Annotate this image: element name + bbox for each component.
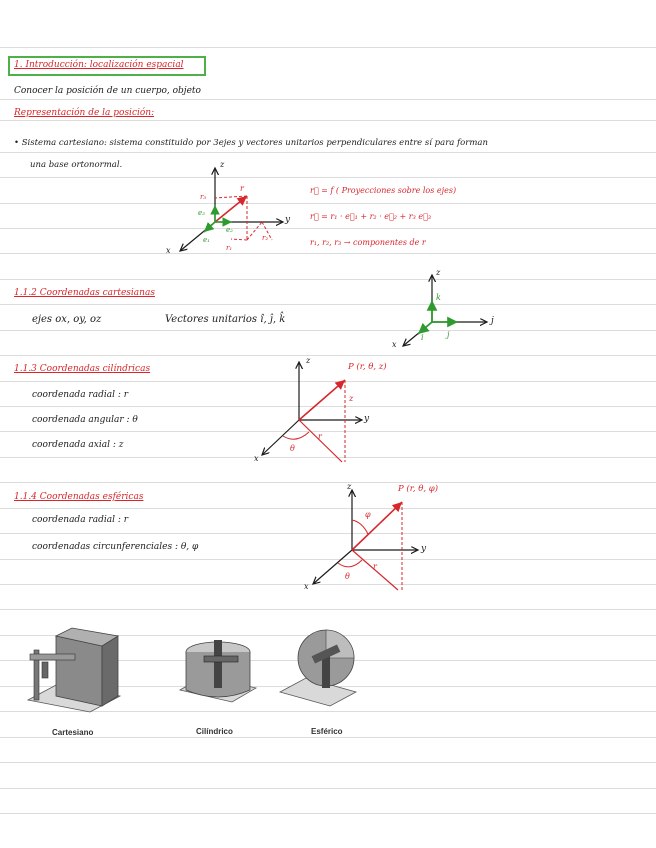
z-axis-label: z <box>220 160 225 169</box>
r3-label: r₃ <box>200 193 207 201</box>
components-note: r₁, r₂, r₃ → componentes de r <box>310 238 426 247</box>
cartesian-system-text: • Sistema cartesiano: sistema constituido por 3ejes y vectores unitarios perpendiculares entre sí para forman <box>14 138 488 148</box>
j-axis-label: j <box>491 316 494 326</box>
cartesian-system-text-cont: una base ortonormal. <box>30 160 123 170</box>
e2-label: e₂ <box>226 226 233 234</box>
i-unit-label: i <box>421 333 424 342</box>
spherical-caption: Esférico <box>311 727 343 736</box>
sph-radial: coordenada radial : r <box>32 515 129 525</box>
spherical-robot-illustration <box>280 630 356 706</box>
intro-line: Conocer la posición de un cuerpo, objeto <box>14 86 201 96</box>
sph-theta-label: θ <box>345 572 350 581</box>
x-axis-label-2: x <box>392 340 397 349</box>
y-axis-label-3: y <box>364 414 370 424</box>
r-vector-label: r <box>240 184 244 193</box>
equation-projections: r⃗ = f ( Proyecciones sobre los ejes) <box>310 186 457 195</box>
cyl-axial: coordenada axial : z <box>32 440 124 450</box>
equation-components: r⃗ = r₁ · e⃗₁ + r₂ · e⃗₂ + r₃ e⃗₃ <box>310 212 432 221</box>
cartesian-robot-illustration <box>28 628 120 712</box>
z-axis-label-2: z <box>436 268 441 277</box>
cylindrical-robot-illustration <box>180 640 256 702</box>
cylindrical-heading: 1.1.3 Coordenadas cilíndricas <box>14 364 151 374</box>
y-axis-label-4: y <box>421 544 427 554</box>
cyl-z-label: z <box>349 394 354 403</box>
x-axis-label: x <box>166 246 171 255</box>
cyl-theta-label: θ <box>290 444 295 453</box>
r2-label: r₂ <box>262 234 269 242</box>
unit-vectors-text: Vectores unitarios î, ĵ, k̂ <box>165 314 286 325</box>
y-axis-label: y <box>285 215 291 225</box>
cartesian-caption: Cartesiano <box>52 728 94 737</box>
sph-r-label: r <box>373 562 377 571</box>
x-axis-label-3: x <box>254 454 259 463</box>
e1-label: e₁ <box>203 236 210 244</box>
x-axis-label-4: x <box>304 582 309 591</box>
sph-phi-label: φ <box>365 510 371 519</box>
e3-label: e₃ <box>198 209 205 217</box>
cyl-r-label: r <box>318 432 322 441</box>
j-unit-label: j <box>447 330 450 339</box>
cylindrical-caption: Cilíndrico <box>196 727 233 736</box>
cartesian-axes-text: ejes ox, oy, oz <box>32 314 102 325</box>
cartesian-heading: 1.1.2 Coordenadas cartesianas <box>14 288 155 298</box>
z-axis-label-4: z <box>347 482 352 491</box>
cyl-angular: coordenada angular : θ <box>32 415 138 425</box>
spherical-heading: 1.1.4 Coordenadas esféricas <box>14 492 144 502</box>
representation-heading: Representación de la posición: <box>14 108 155 118</box>
cyl-point-label: P (r, θ, z) <box>348 362 387 372</box>
sph-circumferential: coordenadas circunferenciales : θ, φ <box>32 542 199 552</box>
k-unit-label: k <box>436 293 441 302</box>
sph-point-label: P (r, θ, φ) <box>398 484 439 494</box>
z-axis-label-3: z <box>306 356 311 365</box>
r1-label: r₁ <box>226 244 233 252</box>
section-title: 1. Introducción: localización espacial <box>14 60 184 70</box>
cyl-radial: coordenada radial : r <box>32 390 129 400</box>
